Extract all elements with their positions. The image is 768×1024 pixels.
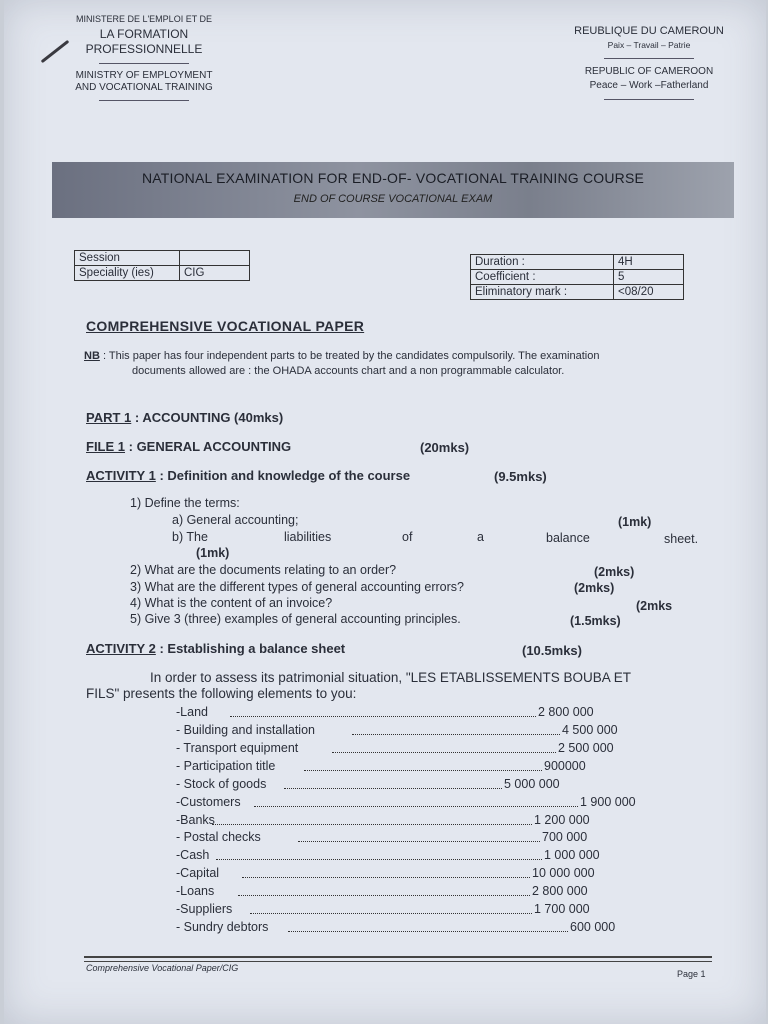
activity2-text: : Establishing a balance sheet: [155, 641, 346, 656]
eliminatory-label: Eliminatory mark :: [471, 285, 614, 300]
file1-text: : GENERAL ACCOUNTING: [125, 439, 292, 454]
leader-dots: [298, 830, 540, 842]
speciality-value: CIG: [180, 266, 250, 281]
activity1-marks: (9.5mks): [494, 469, 547, 484]
element-value: 600 000: [570, 920, 616, 934]
leader-dots: [254, 795, 578, 807]
list-item: [176, 741, 636, 757]
list-item: [176, 777, 636, 793]
element-label: -Customers: [176, 795, 241, 809]
question-1b-w6: sheet.: [664, 532, 699, 546]
leader-dots: [230, 705, 536, 717]
list-item: [176, 848, 636, 864]
list-item: [176, 723, 636, 739]
question-1a-marks: (1mk): [618, 515, 652, 529]
republic-en: REPUBLIC OF CAMEROON: [584, 66, 714, 77]
question-1: 1) Define the terms:: [130, 496, 240, 510]
element-label: -Land: [176, 705, 208, 719]
list-item: [176, 813, 636, 829]
banner-subtitle: END OF COURSE VOCATIONAL EXAM: [293, 193, 493, 205]
session-table: [74, 250, 250, 281]
list-item: [176, 902, 636, 918]
question-2-marks: (2mks): [594, 565, 635, 579]
file1-heading: [86, 439, 291, 454]
element-value: 700 000: [542, 830, 588, 844]
list-item: [176, 705, 636, 721]
header-left: [44, 12, 244, 107]
element-label: -Cash: [176, 848, 210, 862]
table-row: [75, 266, 250, 281]
question-1a: a) General accounting;: [172, 513, 299, 527]
divider: [604, 99, 694, 100]
element-label: -Suppliers: [176, 902, 233, 916]
nb-line2: documents allowed are : the OHADA accounts chart and a non programmable calculator.: [132, 365, 565, 377]
question-1b-w2: liabilities: [284, 530, 332, 544]
element-value: 5 000 000: [504, 777, 560, 791]
footer-paper-name: Comprehensive Vocational Paper/CIG: [86, 963, 239, 973]
divider: [604, 58, 694, 59]
file1-label: FILE 1: [86, 439, 126, 454]
list-item: [176, 759, 636, 775]
part1-label: PART 1: [86, 410, 132, 425]
divider: [99, 63, 189, 64]
element-label: - Sundry debtors: [176, 920, 269, 934]
republic-fr: REUBLIQUE DU CAMEROUN: [574, 25, 724, 37]
activity2-label: ACTIVITY 2: [86, 641, 156, 656]
session-value: [180, 251, 250, 266]
leader-dots: [352, 723, 560, 735]
question-3-marks: (2mks): [574, 581, 615, 595]
question-1b-w3: of: [402, 530, 413, 544]
footer-page-number: Page 1: [677, 969, 706, 979]
leader-dots: [284, 777, 502, 789]
activity1-heading: [86, 468, 410, 483]
part1-heading: [86, 410, 283, 425]
element-value: 1 900 000: [580, 795, 636, 809]
exam-page: [4, 0, 766, 1024]
element-label: - Building and installation: [176, 723, 315, 737]
element-label: - Transport equipment: [176, 741, 299, 755]
banner-title: NATIONAL EXAMINATION FOR END-OF- VOCATIONAL TRAINING COURSE: [141, 170, 645, 186]
activity1-label: ACTIVITY 1: [86, 468, 156, 483]
duration-value: 4H: [614, 255, 684, 270]
speciality-label: Speciality (ies): [75, 266, 180, 281]
nb-line1: : This paper has four independent parts to be treated by the candidates compulsorily. The examination: [99, 350, 600, 362]
question-1b-marks: (1mk): [196, 546, 230, 560]
element-label: -Loans: [176, 884, 215, 898]
nb-note: [84, 349, 704, 379]
element-value: 2 800 000: [532, 884, 588, 898]
leader-dots: [242, 866, 530, 878]
activity2-marks: (10.5mks): [522, 643, 582, 658]
file1-marks: (20mks): [420, 440, 470, 455]
duration-label: Duration :: [471, 255, 614, 270]
ministry-fr-line1: MINISTERE DE L'EMPLOI ET DE: [75, 14, 213, 24]
table-row: [471, 255, 684, 270]
element-value: 1 000 000: [544, 848, 600, 862]
exam-banner: [52, 162, 734, 218]
session-label: Session: [75, 251, 180, 266]
table-row: [75, 251, 250, 266]
leader-dots: [250, 902, 532, 914]
list-item: [176, 830, 636, 846]
leader-dots: [332, 741, 556, 753]
motto-en: Peace – Work –Fatherland: [589, 80, 709, 91]
ministry-en-line1: MINISTRY OF EMPLOYMENT: [75, 70, 213, 81]
leader-dots: [216, 848, 542, 860]
ministry-en-line2: AND VOCATIONAL TRAINING: [75, 82, 213, 93]
element-value: 4 500 000: [562, 723, 618, 737]
element-value: 1 700 000: [534, 902, 590, 916]
element-label: - Postal checks: [176, 830, 261, 844]
eliminatory-value: <08/20: [614, 285, 684, 300]
coefficient-label: Coefficient :: [471, 270, 614, 285]
question-5: 5) Give 3 (three) examples of general accounting principles.: [130, 612, 461, 626]
table-row: [471, 285, 684, 300]
element-value: 2 500 000: [558, 741, 614, 755]
leader-dots: [288, 920, 568, 932]
question-1b-w5: balance: [546, 531, 590, 545]
table-row: [471, 270, 684, 285]
question-3: 3) What are the different types of general accounting errors?: [130, 580, 464, 594]
coefficient-value: 5: [614, 270, 684, 285]
question-2: 2) What are the documents relating to an order?: [130, 563, 397, 577]
leader-dots: [212, 813, 532, 825]
intro-line1: In order to assess its patrimonial situation, "LES ETABLISSEMENTS BOUBA ET: [150, 670, 631, 685]
ministry-fr-line2: LA FORMATION: [99, 27, 189, 41]
activity1-text: : Definition and knowledge of the course: [155, 468, 411, 483]
motto-fr: Paix – Travail – Patrie: [607, 40, 691, 50]
paper-title: COMPREHENSIVE VOCATIONAL PAPER: [86, 318, 365, 334]
question-1b-w1: b) The: [172, 530, 208, 544]
divider: [99, 100, 189, 101]
list-item: [176, 920, 636, 936]
nb-label: NB: [84, 350, 100, 362]
header-right: [564, 24, 734, 106]
element-label: -Capital: [176, 866, 220, 880]
list-item: [176, 866, 636, 882]
question-4: 4) What is the content of an invoice?: [130, 596, 333, 610]
footer-divider: [84, 956, 712, 962]
element-label: - Participation title: [176, 759, 276, 773]
question-1b-w4: a: [477, 530, 484, 544]
ministry-fr-line3: PROFESSIONNELLE: [85, 42, 203, 56]
element-value: 1 200 000: [534, 813, 590, 827]
leader-dots: [238, 884, 530, 896]
question-5-marks: (1.5mks): [570, 614, 621, 628]
duration-table: [470, 254, 684, 300]
question-4-marks: (2mks: [636, 599, 673, 613]
element-label: -Banks: [176, 813, 215, 827]
activity2-heading: [86, 641, 345, 656]
element-value: 2 800 000: [538, 705, 594, 719]
element-value: 10 000 000: [532, 866, 595, 880]
part1-text: : ACCOUNTING (40mks): [131, 410, 284, 425]
leader-dots: [304, 759, 542, 771]
element-label: - Stock of goods: [176, 777, 267, 791]
list-item: [176, 795, 636, 811]
intro-line2: FILS" presents the following elements to you:: [86, 686, 357, 701]
list-item: [176, 884, 636, 900]
element-value: 900000: [544, 759, 586, 773]
